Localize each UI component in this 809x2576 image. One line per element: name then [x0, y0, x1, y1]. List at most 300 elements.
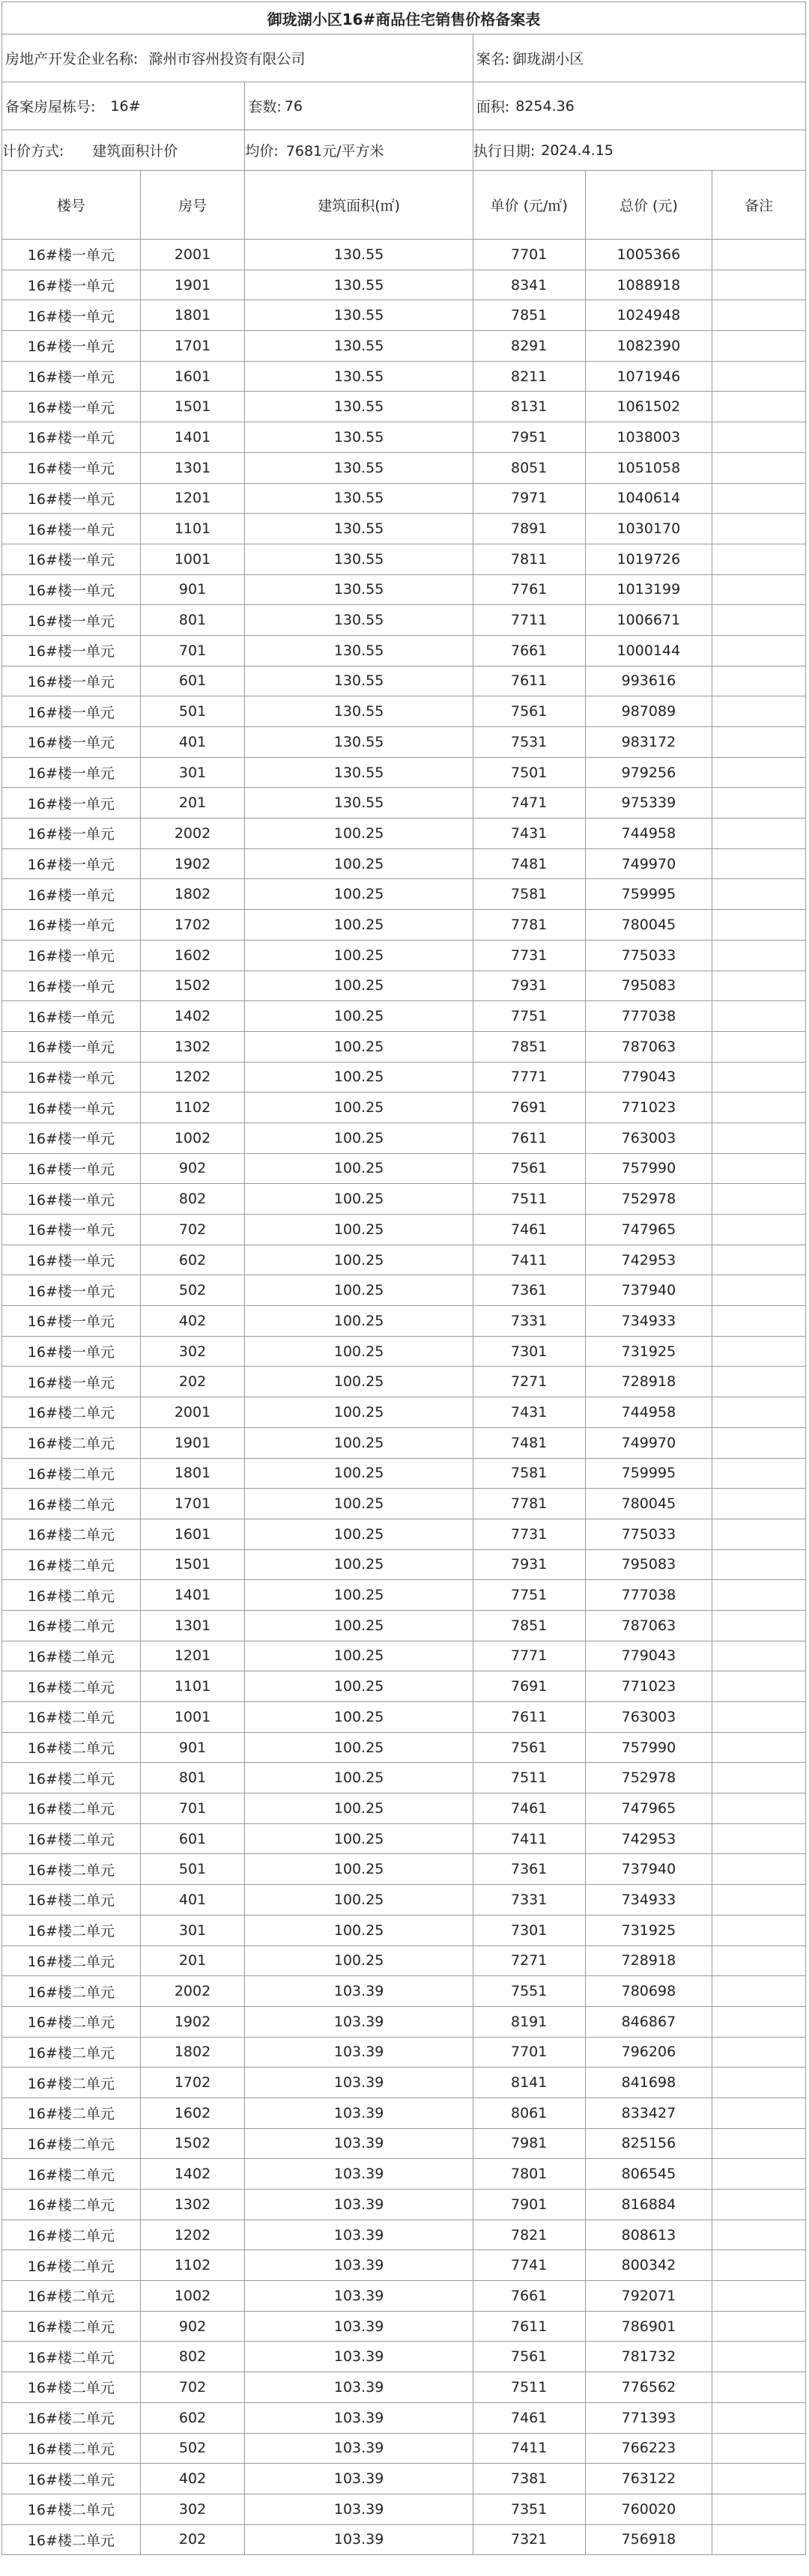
cell-unit-price: 8341: [473, 270, 586, 300]
cell-room: 1802: [141, 2038, 246, 2068]
cell-building: 16#楼一单元: [2, 1001, 141, 1031]
cell-unit-price: 7901: [473, 2190, 586, 2220]
cell-room: 1301: [141, 453, 246, 483]
cell-unit-price: 7271: [473, 1946, 586, 1976]
cell-room: 801: [141, 605, 246, 635]
cell-total-price: 737940: [586, 1854, 713, 1884]
cell-remark: [712, 1824, 805, 1854]
cell-unit-price: 7321: [473, 2525, 586, 2555]
cell-area: 130.55: [245, 758, 473, 788]
header-room: 房号: [141, 171, 246, 239]
cell-room: 802: [141, 2342, 246, 2372]
table-row: [1, 1641, 806, 1672]
cell-unit-price: 7761: [473, 575, 586, 605]
table-row: [1, 1032, 806, 1063]
cell-total-price: 763003: [586, 1123, 713, 1153]
cell-unit-price: 7461: [473, 1793, 586, 1823]
cell-unit-price: 7411: [473, 1824, 586, 1854]
cell-area: 103.39: [245, 2129, 473, 2159]
cell-unit-price: 8131: [473, 392, 586, 422]
cell-remark: [712, 1611, 805, 1641]
cell-total-price: 749970: [586, 849, 713, 879]
table-row: [1, 1306, 806, 1337]
cell-remark: [712, 331, 805, 361]
cell-building: 16#楼二单元: [2, 1946, 141, 1976]
cell-unit-price: 7801: [473, 2159, 586, 2189]
table-row: [1, 910, 806, 941]
table-row: [1, 879, 806, 910]
table-row: [1, 2372, 806, 2403]
cell-room: 1902: [141, 849, 246, 879]
cell-room: 401: [141, 1885, 246, 1915]
cell-total-price: 792071: [586, 2281, 713, 2311]
cell-unit-price: 7751: [473, 1001, 586, 1031]
table-body: [1, 240, 806, 2555]
cell-room: 1202: [141, 2220, 246, 2250]
table-row: [1, 2220, 806, 2251]
cell-room: 501: [141, 1854, 246, 1884]
cell-area: 103.39: [245, 2403, 473, 2433]
cell-room: 602: [141, 2403, 246, 2433]
cell-total-price: 752978: [586, 1763, 713, 1793]
cell-room: 201: [141, 1946, 246, 1976]
cell-area: 100.25: [245, 1459, 473, 1489]
cell-unit-price: 7951: [473, 422, 586, 452]
cell-total-price: 987089: [586, 696, 713, 726]
cell-total-price: 787063: [586, 1611, 713, 1641]
cell-total-price: 775033: [586, 1519, 713, 1549]
cell-total-price: 993616: [586, 666, 713, 696]
cell-remark: [712, 2434, 805, 2464]
cell-total-price: 759995: [586, 1459, 713, 1489]
cell-building: 16#楼二单元: [2, 2250, 141, 2280]
table-row: [1, 788, 806, 818]
table-row: [1, 636, 806, 666]
cell-total-price: 775033: [586, 941, 713, 970]
cell-building: 16#楼一单元: [2, 636, 141, 666]
cell-building: 16#楼一单元: [2, 879, 141, 909]
cell-area: 100.25: [245, 1093, 473, 1123]
cell-unit-price: 7561: [473, 2342, 586, 2372]
table-row: [1, 1367, 806, 1397]
table-row: [1, 758, 806, 789]
cell-area: 103.39: [245, 2464, 473, 2494]
cell-building: 16#楼一单元: [2, 453, 141, 483]
table-row: [1, 2281, 806, 2312]
cell-room: 301: [141, 758, 246, 788]
cell-building: 16#楼一单元: [2, 392, 141, 422]
cell-room: 201: [141, 788, 246, 818]
table-row: [1, 1337, 806, 1367]
cell-room: 902: [141, 2312, 246, 2342]
cell-unit-price: 7331: [473, 1885, 586, 1915]
table-row: [1, 2342, 806, 2372]
cell-building: 16#楼二单元: [2, 2403, 141, 2433]
table-row: [1, 1063, 806, 1093]
cell-total-price: 777038: [586, 1580, 713, 1610]
cell-building: 16#楼一单元: [2, 270, 141, 300]
cell-total-price: 786901: [586, 2312, 713, 2342]
building-label: 备案房屋栋号:: [5, 99, 96, 115]
cell-unit-price: 7821: [473, 2220, 586, 2250]
cell-total-price: 731925: [586, 1916, 713, 1945]
cell-room: 701: [141, 636, 246, 666]
method-row: [1, 130, 806, 171]
cell-building: 16#楼二单元: [2, 2434, 141, 2464]
table-row: [1, 605, 806, 636]
cell-unit-price: 7271: [473, 1367, 586, 1397]
cell-remark: [712, 1885, 805, 1915]
cell-area: 100.25: [245, 849, 473, 879]
cell-building: 16#楼二单元: [2, 1793, 141, 1823]
cell-total-price: 760020: [586, 2494, 713, 2524]
cell-unit-price: 7501: [473, 758, 586, 788]
table-row: [1, 696, 806, 727]
cell-unit-price: 7481: [473, 1428, 586, 1458]
cell-total-price: 779043: [586, 1641, 713, 1671]
cell-total-price: 731925: [586, 1337, 713, 1367]
table-row: [1, 1702, 806, 1733]
cell-building: 16#楼一单元: [2, 1337, 141, 1367]
cell-area: 103.39: [245, 2342, 473, 2372]
cell-total-price: 734933: [586, 1306, 713, 1336]
cell-total-price: 771393: [586, 2403, 713, 2433]
cell-building: 16#楼一单元: [2, 544, 141, 574]
cell-unit-price: 8051: [473, 453, 586, 483]
cell-building: 16#楼一单元: [2, 362, 141, 392]
cell-total-price: 1088918: [586, 270, 713, 300]
cell-unit-price: 7581: [473, 879, 586, 909]
cell-room: 301: [141, 1916, 246, 1945]
cell-total-price: 1051058: [586, 453, 713, 483]
cell-building: 16#楼二单元: [2, 2038, 141, 2068]
cell-building: 16#楼一单元: [2, 971, 141, 1001]
cell-building: 16#楼二单元: [2, 2190, 141, 2220]
cell-area: 103.39: [245, 2494, 473, 2524]
cell-unit-price: 7611: [473, 2312, 586, 2342]
cell-total-price: 763122: [586, 2464, 713, 2494]
cell-area: 100.25: [245, 1032, 473, 1062]
cell-unit-price: 7691: [473, 1671, 586, 1701]
cell-remark: [712, 1275, 805, 1305]
table-row: [1, 422, 806, 453]
cell-building: 16#楼一单元: [2, 910, 141, 940]
cell-area: 103.39: [245, 2098, 473, 2128]
cell-building: 16#楼二单元: [2, 1397, 141, 1427]
cell-room: 1601: [141, 1519, 246, 1549]
cell-room: 302: [141, 1337, 246, 1367]
table-row: [1, 2464, 806, 2494]
cell-remark: [712, 818, 805, 848]
cell-unit-price: 7361: [473, 1854, 586, 1884]
cell-room: 1302: [141, 2190, 246, 2220]
cell-area: 103.39: [245, 2068, 473, 2097]
table-row: [1, 1916, 806, 1946]
cell-room: 801: [141, 1763, 246, 1793]
cell-unit-price: 7731: [473, 1519, 586, 1549]
cell-building: 16#楼一单元: [2, 1093, 141, 1123]
cell-area: 103.39: [245, 2159, 473, 2189]
cell-room: 901: [141, 1733, 246, 1763]
cell-building: 16#楼二单元: [2, 1763, 141, 1793]
cell-building: 16#楼二单元: [2, 1519, 141, 1549]
cell-remark: [712, 514, 805, 544]
cell-building: 16#楼一单元: [2, 849, 141, 879]
cell-unit-price: 8291: [473, 331, 586, 361]
cell-total-price: 1038003: [586, 422, 713, 452]
developer-row: [1, 34, 806, 82]
cell-room: 1102: [141, 1093, 246, 1123]
cell-unit-price: 7481: [473, 849, 586, 879]
cell-room: 1101: [141, 514, 246, 544]
cell-remark: [712, 1489, 805, 1519]
cell-unit-price: 7431: [473, 818, 586, 848]
cell-area: 100.25: [245, 1215, 473, 1245]
cell-area: 103.39: [245, 2038, 473, 2068]
cell-building: 16#楼二单元: [2, 2098, 141, 2128]
cell-building: 16#楼一单元: [2, 1367, 141, 1397]
cell-total-price: 975339: [586, 788, 713, 818]
table-row: [1, 666, 806, 697]
cell-building: 16#楼一单元: [2, 1063, 141, 1093]
cell-room: 402: [141, 1306, 246, 1336]
cell-area: 100.25: [245, 971, 473, 1001]
cell-area: 103.39: [245, 2250, 473, 2280]
building-value: 16#: [110, 97, 141, 115]
cell-total-price: 1071946: [586, 362, 713, 392]
cell-room: 1501: [141, 392, 246, 422]
developer-label: 房地产开发企业名称:: [5, 51, 139, 67]
cell-room: 1902: [141, 2007, 246, 2037]
table-row: [1, 2312, 806, 2342]
cell-unit-price: 7561: [473, 1154, 586, 1184]
cell-building: 16#楼一单元: [2, 818, 141, 848]
cell-room: 1701: [141, 331, 246, 361]
cell-total-price: 742953: [586, 1245, 713, 1275]
cell-building: 16#楼一单元: [2, 1245, 141, 1275]
cell-building: 16#楼一单元: [2, 605, 141, 635]
cell-remark: [712, 941, 805, 970]
cell-area: 130.55: [245, 544, 473, 574]
cell-area: 100.25: [245, 1885, 473, 1915]
cell-total-price: 1005366: [586, 240, 713, 270]
cell-remark: [712, 544, 805, 574]
cell-room: 1301: [141, 1611, 246, 1641]
cell-room: 1602: [141, 2098, 246, 2128]
table-row: [1, 1428, 806, 1459]
cell-unit-price: 7561: [473, 1733, 586, 1763]
units-cell: [245, 82, 473, 130]
cell-area: 100.25: [245, 1641, 473, 1671]
cell-building: 16#楼一单元: [2, 1184, 141, 1214]
cell-area: 130.55: [245, 696, 473, 726]
cell-room: 1001: [141, 1702, 246, 1732]
cell-remark: [712, 2525, 805, 2555]
cell-area: 130.55: [245, 636, 473, 666]
cell-area: 130.55: [245, 484, 473, 514]
cell-remark: [712, 788, 805, 818]
cell-total-price: 1061502: [586, 392, 713, 422]
cell-unit-price: 7661: [473, 636, 586, 666]
cell-area: 100.25: [245, 1519, 473, 1549]
header-building: 楼号: [2, 171, 141, 239]
cell-total-price: 777038: [586, 1001, 713, 1031]
cell-unit-price: 7851: [473, 1032, 586, 1062]
header-unit-price: 单价 (元/㎡): [473, 171, 586, 239]
cell-area: 100.25: [245, 1063, 473, 1093]
cell-room: 1502: [141, 971, 246, 1001]
cell-room: 2001: [141, 240, 246, 270]
cell-remark: [712, 1733, 805, 1763]
cell-area: 100.25: [245, 1245, 473, 1275]
cell-building: 16#楼二单元: [2, 2159, 141, 2189]
cell-area: 100.25: [245, 941, 473, 970]
cell-unit-price: 7581: [473, 1459, 586, 1489]
cell-remark: [712, 1763, 805, 1793]
cell-room: 1201: [141, 1641, 246, 1671]
cell-room: 702: [141, 2372, 246, 2402]
cell-building: 16#楼一单元: [2, 300, 141, 330]
cell-remark: [712, 1367, 805, 1397]
cell-area: 100.25: [245, 1702, 473, 1732]
developer-value: 滁州市容州投资有限公司: [148, 51, 306, 67]
cell-unit-price: 7511: [473, 1184, 586, 1214]
cell-room: 1901: [141, 270, 246, 300]
cell-unit-price: 7851: [473, 300, 586, 330]
cell-room: 1202: [141, 1063, 246, 1093]
cell-room: 601: [141, 666, 246, 696]
cell-area: 100.25: [245, 1946, 473, 1976]
cell-total-price: 781732: [586, 2342, 713, 2372]
cell-remark: [712, 1550, 805, 1580]
cell-room: 701: [141, 1793, 246, 1823]
cell-building: 16#楼一单元: [2, 1215, 141, 1245]
table-row: [1, 1215, 806, 1245]
table-row: [1, 2068, 806, 2098]
cell-remark: [712, 2068, 805, 2097]
table-row: [1, 1550, 806, 1581]
cell-area: 100.25: [245, 1306, 473, 1336]
cell-area: 103.39: [245, 2190, 473, 2220]
cell-remark: [712, 2129, 805, 2159]
cell-remark: [712, 1976, 805, 2006]
table-row: [1, 1824, 806, 1855]
cell-unit-price: 7851: [473, 1611, 586, 1641]
area-label: 面积:: [476, 99, 510, 115]
cell-area: 100.25: [245, 1763, 473, 1793]
cell-building: 16#楼二单元: [2, 1702, 141, 1732]
cell-building: 16#楼一单元: [2, 1032, 141, 1062]
cell-unit-price: 7511: [473, 1763, 586, 1793]
cell-area: 130.55: [245, 392, 473, 422]
cell-room: 602: [141, 1245, 246, 1275]
cell-remark: [712, 1093, 805, 1123]
table-row: [1, 2403, 806, 2434]
table-row: [1, 514, 806, 544]
cell-total-price: 1030170: [586, 514, 713, 544]
cell-room: 1802: [141, 879, 246, 909]
cell-remark: [712, 484, 805, 514]
cell-total-price: 756918: [586, 2525, 713, 2555]
cell-area: 100.25: [245, 1123, 473, 1153]
table-row: [1, 2250, 806, 2281]
cell-area: 100.25: [245, 910, 473, 940]
cell-remark: [712, 1154, 805, 1184]
cell-area: 130.55: [245, 666, 473, 696]
cell-remark: [712, 1397, 805, 1427]
table-row: [1, 1733, 806, 1764]
cell-remark: [712, 849, 805, 879]
case-label: 案名:: [476, 51, 510, 67]
cell-building: 16#楼二单元: [2, 1854, 141, 1884]
cell-building: 16#楼一单元: [2, 1123, 141, 1153]
cell-remark: [712, 2007, 805, 2037]
cell-building: 16#楼一单元: [2, 941, 141, 970]
cell-remark: [712, 971, 805, 1001]
cell-room: 1701: [141, 1489, 246, 1519]
cell-area: 130.55: [245, 300, 473, 330]
cell-area: 130.55: [245, 362, 473, 392]
cell-total-price: 742953: [586, 1824, 713, 1854]
cell-area: 100.25: [245, 1611, 473, 1641]
case-value: 御珑湖小区: [512, 51, 584, 67]
method-value: 建筑面积计价: [92, 143, 178, 160]
cell-total-price: 780045: [586, 910, 713, 940]
cell-room: 1601: [141, 362, 246, 392]
cell-room: 702: [141, 1215, 246, 1245]
cell-area: 130.55: [245, 605, 473, 635]
cell-unit-price: 7781: [473, 910, 586, 940]
cell-remark: [712, 2190, 805, 2220]
table-row: [1, 1001, 806, 1032]
cell-building: 16#楼二单元: [2, 2342, 141, 2372]
cell-area: 100.25: [245, 1550, 473, 1580]
cell-total-price: 816884: [586, 2190, 713, 2220]
table-row: [1, 2494, 806, 2525]
cell-room: 1901: [141, 1428, 246, 1458]
cell-building: 16#楼二单元: [2, 2129, 141, 2159]
cell-area: 130.55: [245, 575, 473, 605]
cell-room: 1702: [141, 2068, 246, 2097]
cell-area: 100.25: [245, 1397, 473, 1427]
cell-unit-price: 7431: [473, 1397, 586, 1427]
cell-remark: [712, 1702, 805, 1732]
cell-unit-price: 7331: [473, 1306, 586, 1336]
table-row: [1, 1580, 806, 1611]
cell-area: 100.25: [245, 1916, 473, 1945]
developer-cell: [2, 34, 473, 82]
cell-room: 1201: [141, 484, 246, 514]
cell-building: 16#楼二单元: [2, 1611, 141, 1641]
price-filing-sheet: [1, 1, 806, 2555]
cell-unit-price: 7741: [473, 2250, 586, 2280]
table-row: [1, 1459, 806, 1489]
cell-remark: [712, 2098, 805, 2128]
cell-remark: [712, 1428, 805, 1458]
cell-area: 100.25: [245, 1001, 473, 1031]
cell-total-price: 744958: [586, 818, 713, 848]
cell-unit-price: 7361: [473, 1275, 586, 1305]
cell-room: 1101: [141, 1671, 246, 1701]
cell-unit-price: 7461: [473, 2403, 586, 2433]
cell-room: 302: [141, 2494, 246, 2524]
cell-area: 130.55: [245, 240, 473, 270]
cell-total-price: 983172: [586, 727, 713, 757]
cell-total-price: 787063: [586, 1032, 713, 1062]
cell-room: 1402: [141, 1001, 246, 1031]
cell-total-price: 846867: [586, 2007, 713, 2037]
cell-remark: [712, 422, 805, 452]
